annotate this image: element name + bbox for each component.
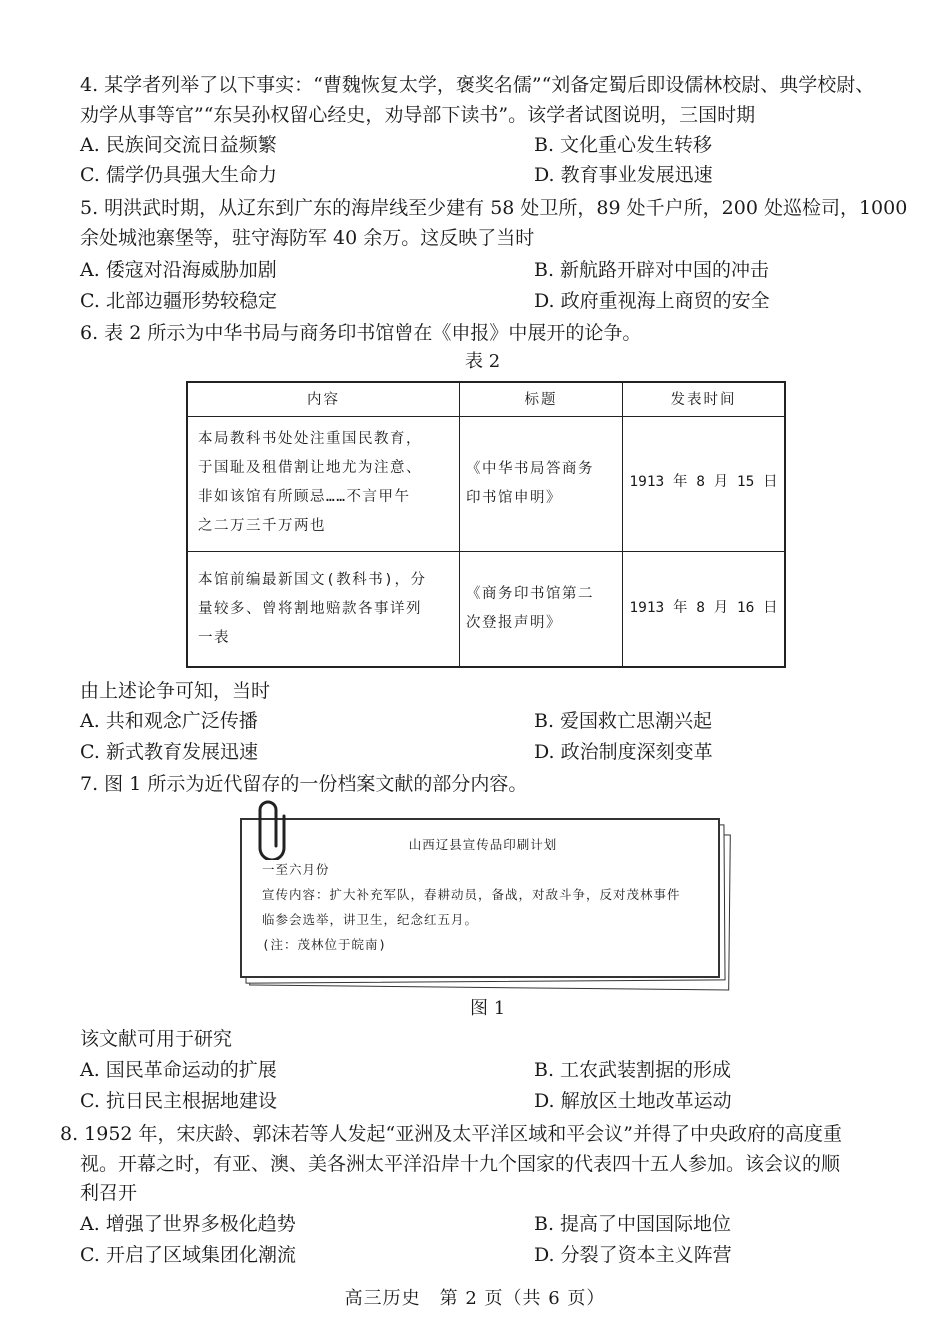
q8-option-a[interactable]: A. 增强了世界多极化趋势 bbox=[80, 1213, 296, 1235]
q5-option-a[interactable]: A. 倭寇对沿海威胁加剧 bbox=[80, 259, 277, 281]
table-row2-date bbox=[623, 552, 784, 666]
q7-stem: 7. 图 1 所示为近代留存的一份档案文献的部分内容。 bbox=[80, 773, 528, 795]
q4-option-c[interactable]: C. 儒学仍具强大生命力 bbox=[80, 164, 277, 186]
table-header-date: 发表时间 bbox=[623, 383, 784, 417]
q5-option-d[interactable]: D. 政府重视海上商贸的安全 bbox=[534, 290, 770, 312]
q4-option-d[interactable]: D. 教育事业发展迅速 bbox=[534, 164, 713, 186]
q7-option-c[interactable]: C. 抗日民主根据地建设 bbox=[80, 1090, 277, 1112]
q7-option-d[interactable]: D. 解放区土地改革运动 bbox=[534, 1090, 732, 1112]
table-header-title: 标题 bbox=[460, 383, 623, 417]
table-row1-title-line: 《中华书局答商务 bbox=[466, 461, 594, 477]
q6-stem: 6. 表 2 所示为中华书局与商务印书馆曾在《申报》中展开的论争。 bbox=[80, 322, 642, 344]
table-row2-content-line: 一表 bbox=[198, 630, 230, 646]
table-2 bbox=[186, 381, 786, 668]
table-header-content: 内容 bbox=[188, 383, 460, 417]
q6-option-b[interactable]: B. 爱国救亡思潮兴起 bbox=[534, 710, 713, 732]
q8-stem-line1: 8. 1952 年，宋庆龄、郭沫若等人发起“亚洲及太平洋区域和平会议”并得了中央政府的高度重 bbox=[60, 1123, 842, 1145]
figure-1 bbox=[240, 818, 730, 990]
q6-option-d[interactable]: D. 政治制度深刻变革 bbox=[534, 741, 713, 763]
table-row1-content-line: 之二万三千万两也 bbox=[198, 518, 326, 534]
table-row2-title-line: 次登报声明》 bbox=[466, 615, 562, 631]
table-row1-content-line: 本局教科书处处注重国民教育， bbox=[198, 431, 422, 447]
table-row2-title-line: 《商务印书馆第二 bbox=[466, 586, 594, 602]
q4-option-a[interactable]: A. 民族间交流日益频繁 bbox=[80, 134, 277, 156]
q8-option-c[interactable]: C. 开启了区域集团化潮流 bbox=[80, 1244, 296, 1266]
q5-stem-line1: 5. 明洪武时期，从辽东到广东的海岸线至少建有 58 处卫所，89 处千户所，200 处巡检司，1000 bbox=[80, 197, 908, 219]
q4-option-b[interactable]: B. 文化重心发生转移 bbox=[534, 134, 713, 156]
q5-stem-line2: 余处城池寨堡等，驻守海防军 40 余万。这反映了当时 bbox=[80, 227, 535, 249]
figure-line: 宣传内容：扩大补充军队，春耕动员，备战，对敌斗争，反对茂林事件 bbox=[262, 887, 681, 902]
table-row1-title-line: 印书馆申明》 bbox=[466, 490, 562, 506]
q6-option-a[interactable]: A. 共和观念广泛传播 bbox=[80, 710, 258, 732]
figure-title: 山西辽县宣传品印刷计划 bbox=[408, 837, 558, 852]
q8-stem-line2: 视。开幕之时，有亚、澳、美各洲太平洋沿岸十九个国家的代表四十五人参加。该会议的顺 bbox=[80, 1153, 841, 1175]
q7-option-a[interactable]: A. 国民革命运动的扩展 bbox=[80, 1059, 277, 1081]
table-row2-content bbox=[188, 552, 460, 666]
q5-option-c[interactable]: C. 北部边疆形势较稳定 bbox=[80, 290, 277, 312]
table-row1-date bbox=[623, 417, 784, 552]
q8-stem-line3: 利召开 bbox=[80, 1182, 138, 1204]
paper-front-sheet bbox=[240, 818, 720, 978]
table-row2-date-text: 1913 年 8 月 16 日 bbox=[629, 600, 778, 616]
table-row2-content-line: 本馆前编最新国文(教科书)，分 bbox=[198, 572, 427, 588]
q6-lead: 由上述论争可知，当时 bbox=[80, 680, 271, 702]
table-row1-content-line: 非如该馆有所顾忌……不言甲午 bbox=[198, 489, 411, 505]
q4-stem-line2: 劝学从事等官”“东吴孙权留心经史，劝导部下读书”。该学者试图说明，三国时期 bbox=[80, 104, 756, 126]
table-row1-date-text: 1913 年 8 月 15 日 bbox=[629, 474, 778, 490]
q7-option-b[interactable]: B. 工农武装割据的形成 bbox=[534, 1059, 732, 1081]
table-row2-title bbox=[460, 552, 623, 666]
figure-line: 一至六月份 bbox=[262, 862, 330, 877]
table-row1-title bbox=[460, 417, 623, 552]
table-row2-content-line: 量较多、曾将割地赔款各事详列 bbox=[198, 601, 422, 617]
paperclip-icon bbox=[250, 798, 290, 860]
figure-line: 临参会选举，讲卫生，纪念红五月。 bbox=[262, 912, 479, 927]
q8-option-d[interactable]: D. 分裂了资本主义阵营 bbox=[534, 1244, 732, 1266]
table-row1-content bbox=[188, 417, 460, 552]
table-row1-content-line: 于国耻及租借割让地尤为注意、 bbox=[198, 460, 422, 476]
page-footer: 高三历史 第 2 页（共 6 页） bbox=[344, 1288, 606, 1309]
figure-caption: 图 1 bbox=[470, 998, 506, 1019]
q6-option-c[interactable]: C. 新式教育发展迅速 bbox=[80, 741, 258, 763]
figure-note: (注：茂林位于皖南) bbox=[262, 937, 388, 952]
q7-lead: 该文献可用于研究 bbox=[80, 1028, 233, 1050]
q8-option-b[interactable]: B. 提高了中国国际地位 bbox=[534, 1213, 732, 1235]
table-caption: 表 2 bbox=[465, 351, 501, 372]
q4-stem-line1: 4. 某学者列举了以下事实：“曹魏恢复太学，褒奖名儒”“刘备定蜀后即设儒林校尉、典学校尉、 bbox=[80, 74, 875, 96]
q5-option-b[interactable]: B. 新航路开辟对中国的冲击 bbox=[534, 259, 770, 281]
